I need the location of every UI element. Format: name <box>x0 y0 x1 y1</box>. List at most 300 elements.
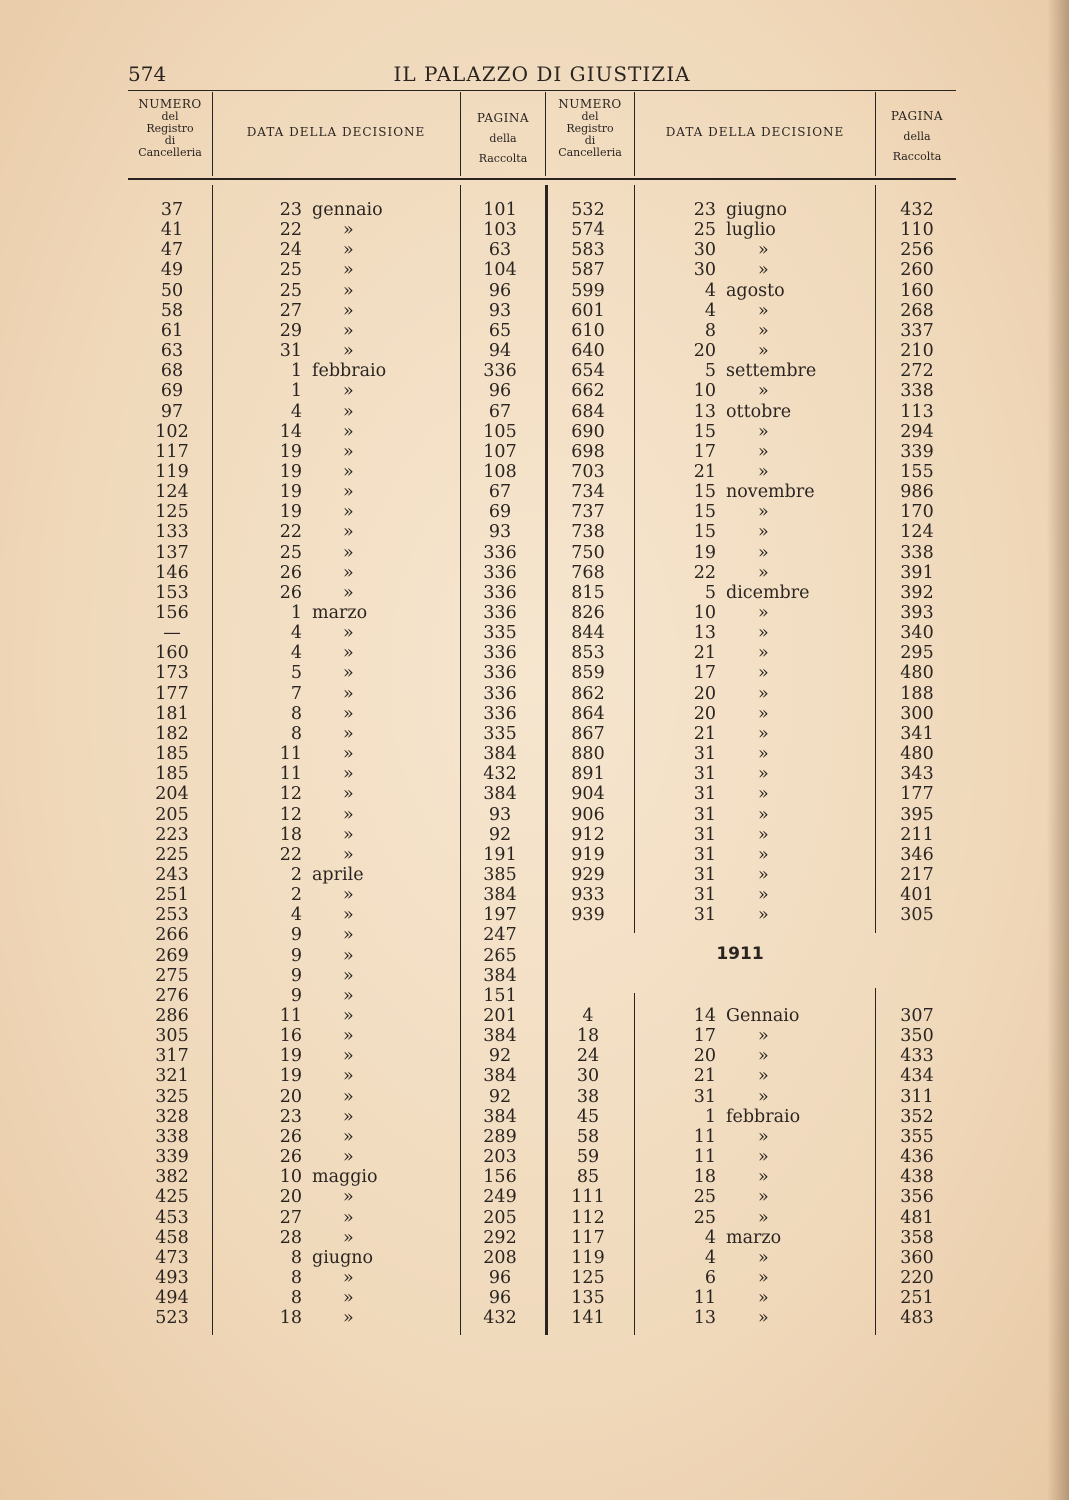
registro-number: 458 <box>155 1227 189 1248</box>
registro-number: 599 <box>571 280 605 301</box>
decision-month: » <box>343 804 354 825</box>
decision-month: giugno <box>312 1247 374 1268</box>
raccolta-page: 289 <box>483 1126 517 1147</box>
decision-month: » <box>758 744 769 765</box>
raccolta-page: 156 <box>483 1167 517 1188</box>
decision-month: » <box>343 240 354 261</box>
decision-month: » <box>758 623 769 644</box>
table-row <box>0 1127 1069 1147</box>
table-row <box>0 643 1069 663</box>
raccolta-page: 210 <box>900 341 934 362</box>
table-row <box>0 442 1069 462</box>
raccolta-page: 337 <box>900 320 934 341</box>
decision-month: » <box>343 844 354 865</box>
decision-month: » <box>343 260 354 281</box>
registro-number: 939 <box>571 905 605 926</box>
decision-month: » <box>758 885 769 906</box>
col-divider-5 <box>875 92 876 176</box>
raccolta-page: 265 <box>483 945 517 966</box>
decision-month: » <box>758 441 769 462</box>
decision-month: » <box>758 764 769 785</box>
registro-number: 61 <box>160 320 184 341</box>
table-row <box>0 422 1069 442</box>
registro-number: 141 <box>571 1308 605 1329</box>
raccolta-page: 107 <box>483 441 517 462</box>
registro-number: 156 <box>155 603 189 623</box>
registro-number: 253 <box>155 905 189 926</box>
year-label: 1911 <box>716 944 764 964</box>
decision-month: Gennaio <box>726 1006 800 1026</box>
raccolta-page: 384 <box>483 1106 517 1127</box>
decision-day: 25 <box>279 280 302 301</box>
registro-number: 45 <box>576 1106 600 1127</box>
raccolta-page: 307 <box>900 1006 934 1026</box>
table-row <box>0 402 1069 422</box>
registro-number: 85 <box>576 1167 600 1188</box>
raccolta-page: 384 <box>483 1066 517 1087</box>
decision-day: 15 <box>693 502 716 523</box>
registro-number: 38 <box>576 1086 600 1107</box>
raccolta-page: 384 <box>483 744 517 765</box>
registro-number: 738 <box>571 522 605 543</box>
raccolta-page: 341 <box>900 723 934 744</box>
table-row <box>0 885 1069 905</box>
registro-number: 117 <box>571 1227 605 1248</box>
table-row <box>0 805 1069 825</box>
table-row <box>0 1026 1069 1046</box>
decision-month: » <box>758 1086 769 1107</box>
table-row <box>0 905 1069 925</box>
decision-month: » <box>758 804 769 825</box>
table-row <box>0 200 1069 220</box>
raccolta-page: 247 <box>483 925 517 946</box>
raccolta-page: 483 <box>900 1308 934 1329</box>
registro-number: 181 <box>155 703 189 724</box>
decision-month: » <box>343 703 354 724</box>
decision-day: 8 <box>290 1247 302 1268</box>
table-row <box>0 946 1069 966</box>
raccolta-page: 203 <box>483 1147 517 1168</box>
decision-month: » <box>758 784 769 805</box>
decision-day: 4 <box>290 643 302 664</box>
registro-number: 24 <box>576 1046 600 1067</box>
decision-day: 15 <box>693 482 716 503</box>
decision-month: » <box>758 562 769 583</box>
decision-month: » <box>758 603 769 623</box>
decision-month: » <box>758 240 769 261</box>
decision-day: 19 <box>279 461 302 482</box>
decision-day: 10 <box>693 381 716 402</box>
decision-day: 30 <box>693 240 716 261</box>
decision-day: 5 <box>704 361 716 382</box>
raccolta-page: 93 <box>488 522 512 543</box>
decision-day: 4 <box>704 280 716 301</box>
registro-number: 4 <box>582 1006 594 1026</box>
registro-number: 69 <box>160 381 184 402</box>
decision-month: » <box>343 1187 354 1208</box>
registro-number: 601 <box>571 300 605 321</box>
registro-number: 251 <box>155 885 189 906</box>
header-numero-left: NUMERO del Registro di Cancelleria <box>138 97 202 159</box>
header-numero-right: NUMERO del Registro di Cancelleria <box>558 97 622 159</box>
raccolta-page: 205 <box>483 1207 517 1228</box>
raccolta-page: 395 <box>900 804 934 825</box>
decision-month: » <box>343 522 354 543</box>
decision-month: » <box>343 985 354 1006</box>
table-row <box>0 1107 1069 1127</box>
registro-number: 734 <box>571 482 605 503</box>
decision-day: 18 <box>693 1167 716 1188</box>
raccolta-page: 177 <box>900 784 934 805</box>
raccolta-page: 155 <box>900 461 934 482</box>
registro-number: 703 <box>571 461 605 482</box>
decision-day: 26 <box>279 1147 302 1168</box>
raccolta-page: 340 <box>900 623 934 644</box>
registro-number: 135 <box>571 1288 605 1309</box>
registro-number: 173 <box>155 663 189 684</box>
decision-day: 11 <box>693 1288 716 1309</box>
decision-day: 1 <box>704 1106 716 1127</box>
table-row <box>0 845 1069 865</box>
decision-day: 25 <box>279 260 302 281</box>
decision-day: 5 <box>290 663 302 684</box>
raccolta-page: 260 <box>900 260 934 281</box>
table-row <box>0 321 1069 341</box>
registro-number: 223 <box>155 824 189 845</box>
decision-day: 15 <box>693 421 716 442</box>
decision-day: 20 <box>693 341 716 362</box>
decision-day: 29 <box>279 320 302 341</box>
decision-day: 20 <box>693 683 716 704</box>
decision-day: 31 <box>693 905 716 926</box>
decision-month: » <box>343 764 354 785</box>
registro-number: 906 <box>571 804 605 825</box>
registro-number: 587 <box>571 260 605 281</box>
registro-number: 493 <box>155 1267 189 1288</box>
raccolta-page: 208 <box>483 1247 517 1268</box>
table-row <box>0 482 1069 502</box>
decision-day: 26 <box>279 1126 302 1147</box>
decision-day: 31 <box>693 784 716 805</box>
decision-day: 10 <box>279 1167 302 1188</box>
raccolta-page: 432 <box>483 764 517 785</box>
registro-number: 124 <box>155 482 189 503</box>
registro-number: 37 <box>160 200 184 220</box>
decision-day: 25 <box>279 542 302 563</box>
decision-day: 8 <box>290 703 302 724</box>
raccolta-page: 335 <box>483 623 517 644</box>
decision-month: » <box>758 864 769 885</box>
raccolta-page: 94 <box>488 341 512 362</box>
decision-month: settembre <box>726 361 817 382</box>
registro-number: 325 <box>155 1086 189 1107</box>
decision-day: 10 <box>693 603 716 623</box>
raccolta-page: 393 <box>900 603 934 623</box>
decision-month: » <box>343 1227 354 1248</box>
raccolta-page: 103 <box>483 220 517 241</box>
raccolta-page: 338 <box>900 381 934 402</box>
decision-day: 19 <box>279 482 302 503</box>
decision-day: 17 <box>693 1026 716 1047</box>
raccolta-page: 436 <box>900 1147 934 1168</box>
raccolta-page: 336 <box>483 683 517 704</box>
registro-number: 112 <box>571 1207 605 1228</box>
raccolta-page: 104 <box>483 260 517 281</box>
decision-day: 22 <box>279 844 302 865</box>
registro-number: 929 <box>571 864 605 885</box>
decision-day: 1 <box>290 603 302 623</box>
decision-day: 13 <box>693 623 716 644</box>
raccolta-page: 294 <box>900 421 934 442</box>
registro-number: 276 <box>155 985 189 1006</box>
raccolta-page: 480 <box>900 663 934 684</box>
registro-number: 102 <box>155 421 189 442</box>
decision-day: 17 <box>693 441 716 462</box>
decision-day: 6 <box>704 1267 716 1288</box>
decision-month: » <box>758 461 769 482</box>
decision-day: 9 <box>290 925 302 946</box>
raccolta-page: 220 <box>900 1267 934 1288</box>
decision-month: » <box>343 401 354 422</box>
registro-number: 204 <box>155 784 189 805</box>
decision-month: » <box>758 1147 769 1168</box>
registro-number: 117 <box>155 441 189 462</box>
raccolta-page: 197 <box>483 905 517 926</box>
table-row <box>0 663 1069 683</box>
decision-month: » <box>758 905 769 926</box>
table-row <box>0 1288 1069 1308</box>
decision-day: 27 <box>279 300 302 321</box>
decision-month: dicembre <box>726 582 810 603</box>
table-row <box>0 462 1069 482</box>
raccolta-page: 292 <box>483 1227 517 1248</box>
decision-month: » <box>758 1167 769 1188</box>
decision-day: 4 <box>704 300 716 321</box>
raccolta-page: 360 <box>900 1247 934 1268</box>
registro-number: 146 <box>155 562 189 583</box>
raccolta-page: 211 <box>900 824 934 845</box>
table-row <box>0 1006 1069 1026</box>
decision-day: 5 <box>704 582 716 603</box>
table-row <box>0 1268 1069 1288</box>
decision-day: 18 <box>279 1308 302 1329</box>
raccolta-page: 69 <box>488 502 512 523</box>
registro-number: 583 <box>571 240 605 261</box>
table-row <box>0 281 1069 301</box>
decision-month: » <box>758 643 769 664</box>
table-row <box>0 563 1069 583</box>
decision-month: giugno <box>726 200 788 220</box>
table-row <box>0 220 1069 240</box>
decision-month: » <box>758 421 769 442</box>
decision-month: » <box>343 683 354 704</box>
registro-number: 640 <box>571 341 605 362</box>
decision-month: » <box>758 1066 769 1087</box>
raccolta-page: 96 <box>488 280 512 301</box>
raccolta-page: 336 <box>483 643 517 664</box>
decision-month: » <box>343 663 354 684</box>
decision-day: 4 <box>290 623 302 644</box>
registro-number: 494 <box>155 1288 189 1309</box>
table-row <box>0 1147 1069 1167</box>
raccolta-page: 188 <box>900 683 934 704</box>
decision-day: 16 <box>279 1026 302 1047</box>
registro-number: 182 <box>155 723 189 744</box>
registro-number: 275 <box>155 965 189 986</box>
table-row <box>0 1066 1069 1086</box>
col-divider-3 <box>545 92 546 176</box>
decision-day: 23 <box>693 200 716 220</box>
decision-month: » <box>758 260 769 281</box>
decision-month: » <box>343 562 354 583</box>
decision-day: 31 <box>693 864 716 885</box>
table-row <box>0 684 1069 704</box>
decision-month: » <box>758 703 769 724</box>
registro-number: 904 <box>571 784 605 805</box>
table-row <box>0 764 1069 784</box>
raccolta-page: 96 <box>488 1267 512 1288</box>
raccolta-page: 358 <box>900 1227 934 1248</box>
decision-month: » <box>343 220 354 241</box>
raccolta-page: 339 <box>900 441 934 462</box>
decision-day: 20 <box>279 1187 302 1208</box>
decision-day: 28 <box>279 1227 302 1248</box>
decision-month: » <box>343 542 354 563</box>
raccolta-page: 160 <box>900 280 934 301</box>
decision-month: » <box>758 663 769 684</box>
decision-month: » <box>758 824 769 845</box>
table-row <box>0 724 1069 744</box>
header-data-right: DATA DELLA DECISIONE <box>665 125 845 139</box>
decision-month: » <box>758 1126 769 1147</box>
table-row <box>0 583 1069 603</box>
registro-number: 473 <box>155 1247 189 1268</box>
registro-number: 750 <box>571 542 605 563</box>
raccolta-page: 124 <box>900 522 934 543</box>
registro-number: 662 <box>571 381 605 402</box>
raccolta-page: 96 <box>488 381 512 402</box>
raccolta-page: 305 <box>900 905 934 926</box>
decision-day: 11 <box>279 744 302 765</box>
decision-month: » <box>758 844 769 865</box>
decision-day: 30 <box>693 260 716 281</box>
decision-month: » <box>758 1267 769 1288</box>
table-row <box>0 966 1069 986</box>
registro-number: 111 <box>571 1187 605 1208</box>
raccolta-page: 217 <box>900 864 934 885</box>
decision-day: 22 <box>279 522 302 543</box>
decision-day: 15 <box>693 522 716 543</box>
raccolta-page: 432 <box>483 1308 517 1329</box>
registro-number: 68 <box>160 361 184 382</box>
decision-month: » <box>758 320 769 341</box>
decision-day: 31 <box>693 824 716 845</box>
decision-day: 7 <box>290 683 302 704</box>
registro-number: 119 <box>155 461 189 482</box>
decision-day: 31 <box>693 804 716 825</box>
decision-month: » <box>343 1046 354 1067</box>
registro-number: 153 <box>155 582 189 603</box>
registro-number: 125 <box>155 502 189 523</box>
raccolta-page: 295 <box>900 643 934 664</box>
decision-month: » <box>758 1026 769 1047</box>
registro-number: 690 <box>571 421 605 442</box>
table-row <box>0 301 1069 321</box>
raccolta-page: 93 <box>488 300 512 321</box>
decision-month: » <box>758 542 769 563</box>
decision-month: » <box>343 421 354 442</box>
decision-day: 8 <box>290 1288 302 1309</box>
registro-number: 321 <box>155 1066 189 1087</box>
decision-month: luglio <box>726 220 776 241</box>
decision-month: ottobre <box>726 401 792 422</box>
registro-number: 317 <box>155 1046 189 1067</box>
raccolta-page: 335 <box>483 723 517 744</box>
raccolta-page: 352 <box>900 1106 934 1127</box>
raccolta-page: 356 <box>900 1187 934 1208</box>
decision-month: » <box>343 945 354 966</box>
raccolta-page: 249 <box>483 1187 517 1208</box>
table-row <box>0 543 1069 563</box>
decision-month: gennaio <box>312 200 383 220</box>
raccolta-page: 986 <box>900 482 934 503</box>
decision-day: 21 <box>693 643 716 664</box>
registro-number: 119 <box>571 1247 605 1268</box>
raccolta-page: 110 <box>900 220 934 241</box>
decision-day: 1 <box>290 381 302 402</box>
raccolta-page: 272 <box>900 361 934 382</box>
registro-number: 844 <box>571 623 605 644</box>
registro-number: 864 <box>571 703 605 724</box>
registro-number: 654 <box>571 361 605 382</box>
registro-number: 125 <box>571 1267 605 1288</box>
decision-month: » <box>343 461 354 482</box>
decision-day: 8 <box>704 320 716 341</box>
decision-day: 20 <box>279 1086 302 1107</box>
table-row <box>0 522 1069 542</box>
decision-month: » <box>758 381 769 402</box>
registro-number: 58 <box>160 300 184 321</box>
table-row <box>0 1248 1069 1268</box>
raccolta-page: 256 <box>900 240 934 261</box>
decision-day: 9 <box>290 965 302 986</box>
registro-number: 177 <box>155 683 189 704</box>
decision-day: 25 <box>693 1187 716 1208</box>
raccolta-page: 65 <box>488 320 512 341</box>
decision-day: 31 <box>693 744 716 765</box>
raccolta-page: 355 <box>900 1126 934 1147</box>
decision-day: 19 <box>693 542 716 563</box>
table-row <box>0 1167 1069 1187</box>
registro-number: 339 <box>155 1147 189 1168</box>
decision-day: 8 <box>290 1267 302 1288</box>
raccolta-page: 481 <box>900 1207 934 1228</box>
decision-day: 21 <box>693 1066 716 1087</box>
decision-day: 9 <box>290 945 302 966</box>
decision-day: 12 <box>279 804 302 825</box>
registro-number: 382 <box>155 1167 189 1188</box>
registro-number: 826 <box>571 603 605 623</box>
col-divider-2 <box>460 92 461 176</box>
table-row <box>0 784 1069 804</box>
raccolta-page: 101 <box>483 200 517 220</box>
decision-day: 31 <box>693 885 716 906</box>
raccolta-page: 336 <box>483 542 517 563</box>
decision-month: » <box>343 1147 354 1168</box>
raccolta-page: 385 <box>483 864 517 885</box>
raccolta-page: 384 <box>483 885 517 906</box>
registro-number: 862 <box>571 683 605 704</box>
